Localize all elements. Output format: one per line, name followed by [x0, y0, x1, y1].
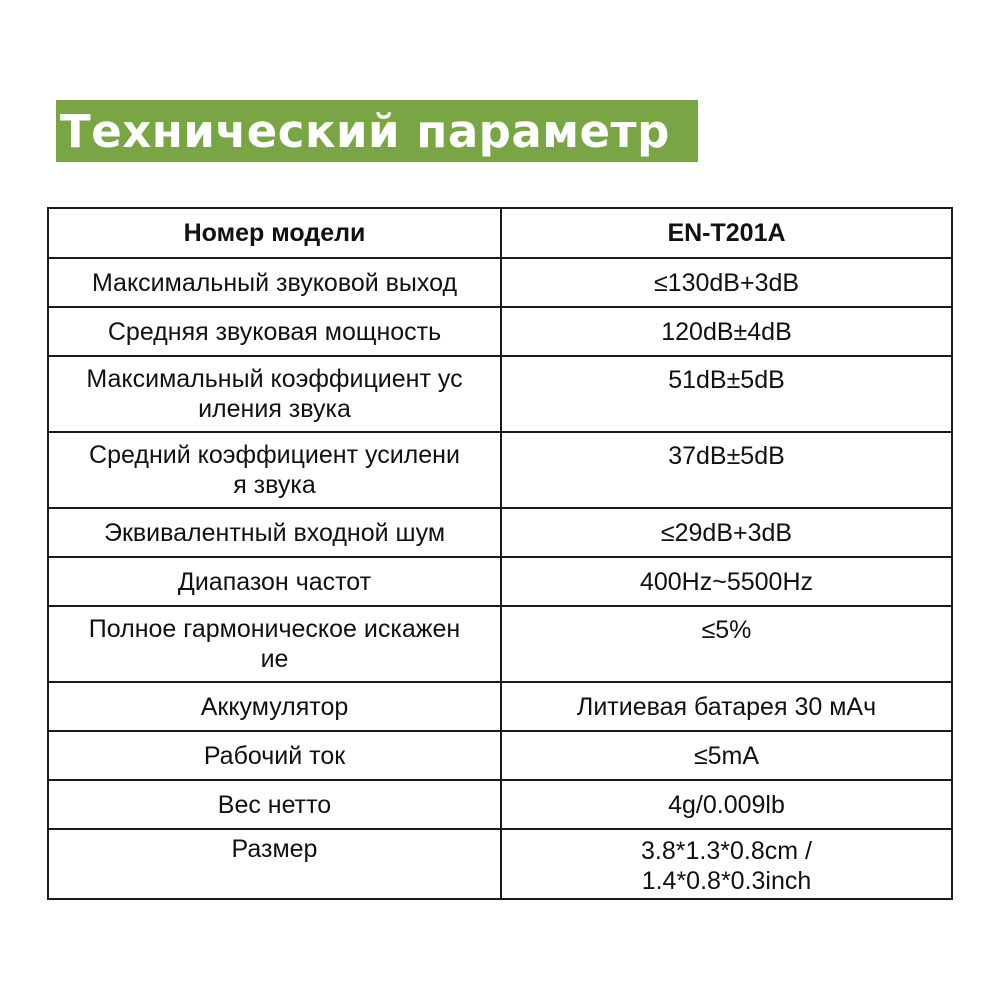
param-cell	[48, 606, 501, 682]
param-cell: Рабочий ток	[48, 731, 501, 780]
param-cell	[48, 432, 501, 508]
table-row	[48, 508, 952, 557]
table-header-row	[48, 208, 952, 258]
value-cell: 4g/0.009lb	[501, 780, 952, 829]
table-row	[48, 258, 952, 307]
header-param-cell: Номер модели	[48, 208, 501, 258]
value-line: 1.4*0.8*0.3inch	[641, 867, 812, 895]
param-line: Средний коэффициент усилени	[89, 441, 460, 469]
param-cell: Аккумулятор	[48, 682, 501, 731]
param-cell: Размер	[48, 829, 501, 899]
value-cell: 51dB±5dB	[501, 356, 952, 432]
table-row	[48, 307, 952, 356]
param-line: я звука	[233, 471, 316, 499]
value-cell: Литиевая батарея 30 мАч	[501, 682, 952, 731]
param-cell: Эквивалентный входной шум	[48, 508, 501, 557]
header-value-cell: EN-T201A	[501, 208, 952, 258]
value-cell	[501, 829, 952, 899]
page-title: Технический параметр	[60, 104, 670, 158]
value-cell: ≤29dB+3dB	[501, 508, 952, 557]
value-cell: ≤5%	[501, 606, 952, 682]
param-cell: Максимальный звуковой выход	[48, 258, 501, 307]
spec-table	[47, 207, 953, 900]
param-cell	[48, 356, 501, 432]
param-cell: Средняя звуковая мощность	[48, 307, 501, 356]
value-cell: 120dB±4dB	[501, 307, 952, 356]
table-row	[48, 731, 952, 780]
value-cell: 37dB±5dB	[501, 432, 952, 508]
table-row	[48, 557, 952, 606]
title-banner	[56, 100, 698, 162]
value-cell: ≤5mA	[501, 731, 952, 780]
param-cell: Вес нетто	[48, 780, 501, 829]
table-row	[48, 606, 952, 682]
param-line: ие	[260, 645, 289, 673]
table-row	[48, 780, 952, 829]
param-line: Полное гармоническое искажен	[88, 615, 461, 643]
table-row	[48, 432, 952, 508]
value-cell: 400Hz~5500Hz	[501, 557, 952, 606]
param-line: Максимальный коэффициент ус	[86, 365, 463, 393]
table-row	[48, 829, 952, 899]
table-row	[48, 356, 952, 432]
table-row	[48, 682, 952, 731]
value-cell: ≤130dB+3dB	[501, 258, 952, 307]
param-cell: Диапазон частот	[48, 557, 501, 606]
value-line: 3.8*1.3*0.8cm /	[641, 837, 812, 865]
param-line: иления звука	[198, 395, 351, 423]
